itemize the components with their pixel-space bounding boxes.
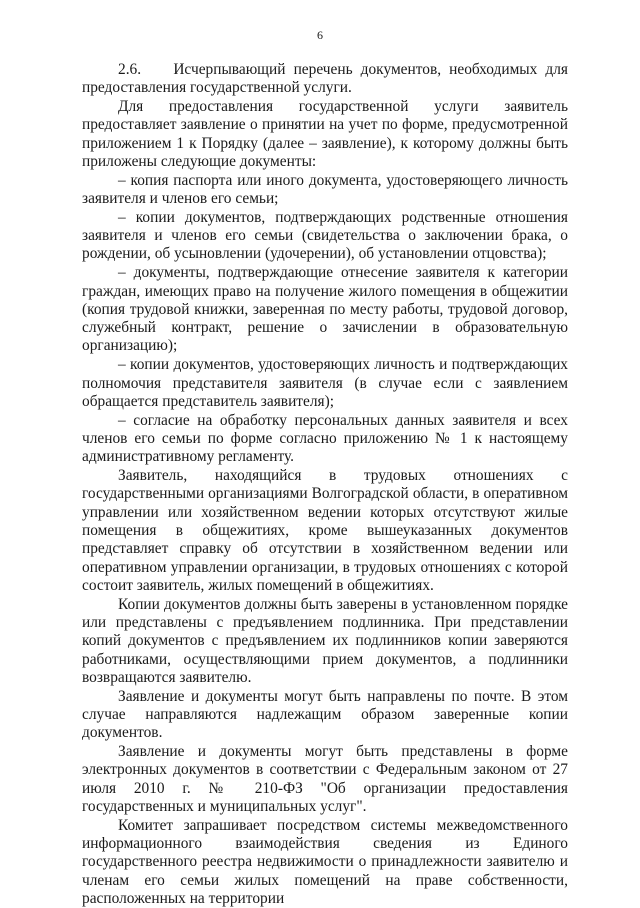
list-item-passport-copy: – копия паспорта или иного документа, удостоверяющего личность заявителя и членов его семьи; <box>82 171 568 208</box>
paragraph-postal-submission: Заявление и документы могут быть направлены по почте. В этом случае направляются надлежащим образом заверенные копии документов. <box>82 687 568 742</box>
list-item-representative-documents: – копии документов, удостоверяющих личность и подтверждающих полномочия представителя заявителя (в случае если с заявлением обращается представитель заявителя); <box>82 356 568 410</box>
paragraph-electronic-submission: Заявление и документы могут быть представлены в форме электронных документов в соответствии с Федеральным законом от 27 июля 2010 г. № 210-ФЗ "Об организации предоставления государственных и муниципальных услуг". <box>82 742 568 815</box>
paragraph-application-requirements: Для предоставления государственной услуги заявитель предоставляет заявление о принятии на учет по форме, предусмотренной приложением 1 к Порядку (далее – заявление), к которому должны быть приложены следующие документы: <box>82 98 568 170</box>
list-item-personal-data-consent: – согласие на обработку персональных данных заявителя и всех членов его семьи по форме согласно приложению № 1 к настоящему административному регламенту. <box>82 411 568 466</box>
section-heading-2-6: 2.6. Исчерпывающий перечень документов, необходимых для предоставления государственной услуги. <box>82 61 568 97</box>
page-number: 6 <box>317 28 323 42</box>
paragraph-interagency-request: Комитет запрашивает посредством системы межведомственного информационного взаимодействия сведения из Единого государственного реестра недвижимости о принадлежности заявителю и членам его семьи жилых помещений на праве собственности, расположенных на территории <box>82 816 568 907</box>
list-item-category-documents: – документы, подтверждающие отнесение заявителя к категории граждан, имеющих право на получение жилого помещения в общежитии (копия трудовой книжки, заверенная по месту работы, трудовой договор, служебный контракт, решение о зачислении в образовательную организацию); <box>82 264 568 355</box>
document-body <box>82 61 568 908</box>
paragraph-employee-certificate: Заявитель, находящийся в трудовых отношениях с государственными организациями Волгоградской области, в оперативном управлении или хозяйственном ведении которых отсутствуют жилые помещения в общежитиях, кроме вышеуказанных документов представляет справку об отсутствии в хозяйственном ведении или оперативном управлении организации, в трудовых отношениях с которой состоит заявитель, жилых помещений в общежитиях. <box>82 467 568 594</box>
paragraph-copy-certification: Копии документов должны быть заверены в установленном порядке или представлены с предъявлением подлинника. При представлении копий документов с предъявлением их подлинников копии заверяются работниками, осуществляющими прием документов, а подлинники возвращаются заявителю. <box>82 595 568 686</box>
list-item-kinship-documents: – копии документов, подтверждающих родственные отношения заявителя и членов его семьи (свидетельства о заключении брака, о рождении, об усыновлении (удочерении), об установлении отцовства); <box>82 208 568 263</box>
